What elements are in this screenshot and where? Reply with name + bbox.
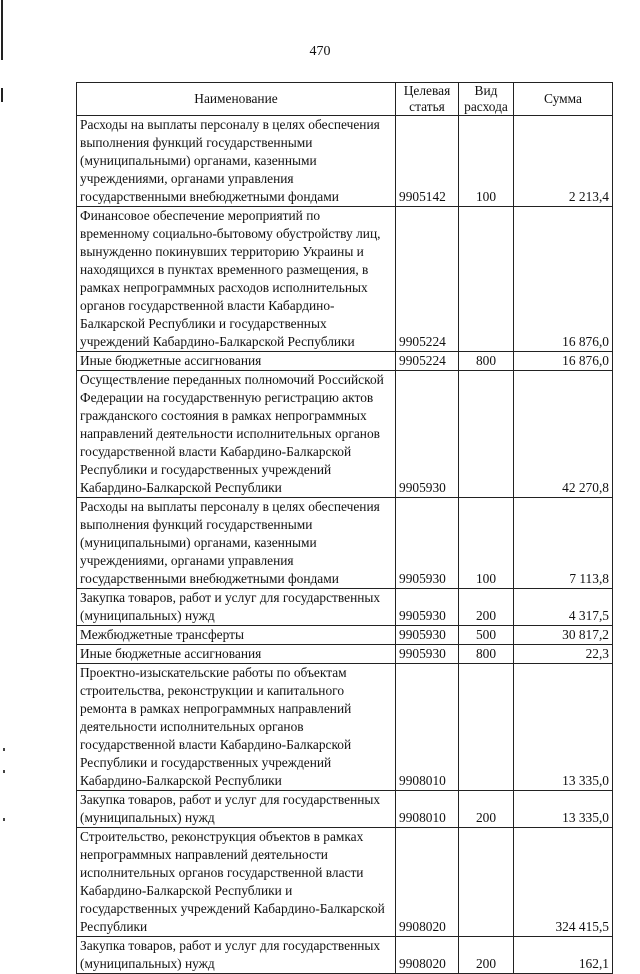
row-sum: 16 876,0 bbox=[514, 352, 613, 371]
row-sum: 4 317,5 bbox=[514, 589, 613, 626]
row-name: Расходы на выплаты персоналу в целях обеспечения выполнения функций государственными (муниципальными) органами, казенными учреждениями, органами управления государственными внебюджетными фондами bbox=[77, 116, 396, 207]
budget-table bbox=[76, 82, 613, 974]
margin-scan-dot bbox=[3, 748, 5, 751]
row-sum: 324 415,5 bbox=[514, 828, 613, 937]
row-name: Финансовое обеспечение мероприятий по временному социально-бытовому обустройству лиц, вынужденно покинувших территорию Украины и находящихся в пунктах временного размещения, в рамках непрограммных расходов исполнительных органов государственной власти Кабардино-Балкарской Республики и государственных учреждений Кабардино-Балкарской Республики bbox=[77, 207, 396, 352]
table-row bbox=[77, 828, 613, 937]
row-code: 9905142 bbox=[396, 116, 459, 207]
header-type: Вид расхода bbox=[459, 83, 514, 116]
row-sum: 22,3 bbox=[514, 645, 613, 664]
row-name: Иные бюджетные ассигнования bbox=[77, 645, 396, 664]
table-header-row bbox=[77, 83, 613, 116]
table-row bbox=[77, 371, 613, 498]
row-name: Закупка товаров, работ и услуг для государственных (муниципальных) нужд bbox=[77, 791, 396, 828]
row-sum: 13 335,0 bbox=[514, 664, 613, 791]
row-type: 100 bbox=[459, 498, 514, 589]
row-name: Закупка товаров, работ и услуг для государственных (муниципальных) нужд bbox=[77, 589, 396, 626]
table-row bbox=[77, 937, 613, 974]
margin-scan-dot bbox=[3, 818, 5, 821]
header-name: Наименование bbox=[77, 83, 396, 116]
row-name: Строительство, реконструкция объектов в рамках непрограммных направлений деятельности исполнительных органов государственной власти Кабардино-Балкарской Республики и государственных учреждений Кабардино-Балкарской Республики bbox=[77, 828, 396, 937]
row-type: 200 bbox=[459, 589, 514, 626]
row-sum: 42 270,8 bbox=[514, 371, 613, 498]
row-type bbox=[459, 207, 514, 352]
header-sum: Сумма bbox=[514, 83, 613, 116]
row-type: 200 bbox=[459, 791, 514, 828]
row-type bbox=[459, 664, 514, 791]
table-row bbox=[77, 207, 613, 352]
page-number: 470 bbox=[309, 44, 331, 59]
row-sum: 13 335,0 bbox=[514, 791, 613, 828]
row-name: Иные бюджетные ассигнования bbox=[77, 352, 396, 371]
table-row bbox=[77, 664, 613, 791]
table-row bbox=[77, 791, 613, 828]
row-name: Осуществление переданных полномочий Российской Федерации на государственную регистрацию актов гражданского состояния в рамках непрограммных направлений деятельности исполнительных органов государственной власти Кабардино-Балкарской Республики и государственных учреждений Кабардино-Балкарской Республики bbox=[77, 371, 396, 498]
table-row bbox=[77, 626, 613, 645]
row-type: 800 bbox=[459, 645, 514, 664]
row-name: Проектно-изыскательские работы по объектам строительства, реконструкции и капитального ремонта в рамках непрограммных направлений деятельности исполнительных органов государственной власти Кабардино-Балкарской Республики и государственных учреждений Кабардино-Балкарской Республики bbox=[77, 664, 396, 791]
row-name: Расходы на выплаты персоналу в целях обеспечения выполнения функций государственными (муниципальными) органами, казенными учреждениями, органами управления государственными внебюджетными фондами bbox=[77, 498, 396, 589]
row-type: 100 bbox=[459, 116, 514, 207]
table-row bbox=[77, 116, 613, 207]
row-code: 9905930 bbox=[396, 371, 459, 498]
row-type bbox=[459, 371, 514, 498]
row-sum: 162,1 bbox=[514, 937, 613, 974]
margin-scan-mark bbox=[1, 88, 3, 102]
row-code: 9908010 bbox=[396, 664, 459, 791]
row-code: 9908020 bbox=[396, 937, 459, 974]
row-sum: 7 113,8 bbox=[514, 498, 613, 589]
row-code: 9908010 bbox=[396, 791, 459, 828]
row-sum: 16 876,0 bbox=[514, 207, 613, 352]
table-row bbox=[77, 589, 613, 626]
margin-scan-dot bbox=[3, 770, 5, 773]
table-row bbox=[77, 498, 613, 589]
row-code: 9908020 bbox=[396, 828, 459, 937]
row-type: 800 bbox=[459, 352, 514, 371]
row-name: Закупка товаров, работ и услуг для государственных (муниципальных) нужд bbox=[77, 937, 396, 974]
row-code: 9905930 bbox=[396, 626, 459, 645]
row-name: Межбюджетные трансферты bbox=[77, 626, 396, 645]
header-code: Целевая статья bbox=[396, 83, 459, 116]
row-sum: 2 213,4 bbox=[514, 116, 613, 207]
row-type bbox=[459, 828, 514, 937]
row-code: 9905224 bbox=[396, 352, 459, 371]
row-sum: 30 817,2 bbox=[514, 626, 613, 645]
row-type: 200 bbox=[459, 937, 514, 974]
table-row bbox=[77, 352, 613, 371]
row-code: 9905930 bbox=[396, 589, 459, 626]
table-row bbox=[77, 645, 613, 664]
row-code: 9905224 bbox=[396, 207, 459, 352]
row-code: 9905930 bbox=[396, 498, 459, 589]
row-type: 500 bbox=[459, 626, 514, 645]
row-code: 9905930 bbox=[396, 645, 459, 664]
